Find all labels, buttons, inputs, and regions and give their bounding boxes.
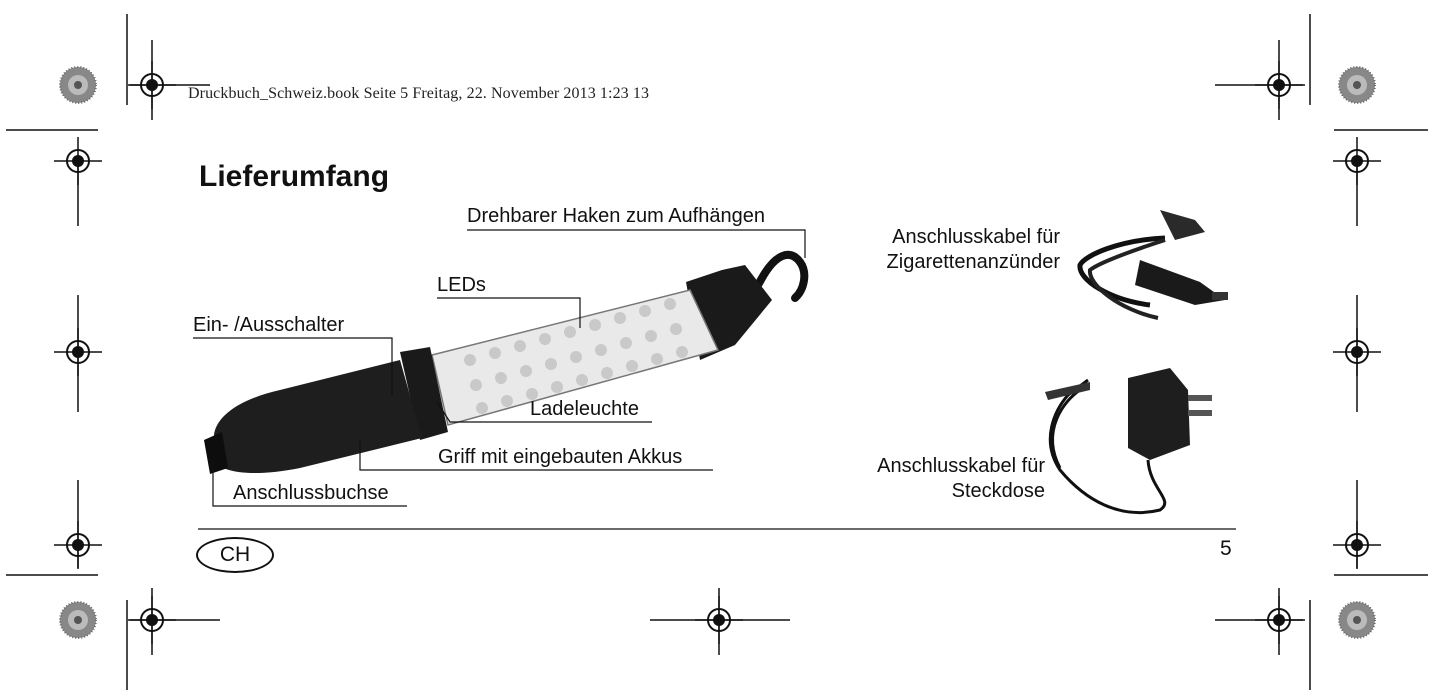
registration-mark-icon xyxy=(1333,328,1381,376)
registration-mark-icon xyxy=(54,521,102,569)
color-target-icon xyxy=(1339,602,1375,638)
label-car-cable-line2: Zigarettenanzünder xyxy=(886,251,1060,273)
wall-adapter-illustration xyxy=(1045,368,1212,513)
label-leds: LEDs xyxy=(437,274,486,296)
registration-mark-icon xyxy=(1333,137,1381,185)
print-header-info: Druckbuch_Schweiz.book Seite 5 Freitag, 22. November 2013 1:23 13 xyxy=(188,85,650,102)
country-badge: CH xyxy=(196,537,274,573)
car-charger-cable-illustration xyxy=(1080,210,1228,318)
label-socket: Anschlussbuchse xyxy=(233,482,389,504)
label-hook: Drehbarer Haken zum Aufhängen xyxy=(467,205,765,227)
label-car-cable-line1: Anschlusskabel für xyxy=(892,226,1060,248)
work-lamp-illustration xyxy=(204,255,804,474)
registration-mark-icon xyxy=(54,137,102,185)
registration-mark-icon xyxy=(1333,521,1381,569)
color-target-icon xyxy=(1339,67,1375,103)
label-lamp: Ladeleuchte xyxy=(530,398,639,420)
page-number: 5 xyxy=(1220,537,1232,560)
registration-mark-icon xyxy=(54,328,102,376)
page-title: Lieferumfang xyxy=(199,160,390,193)
color-target-icon xyxy=(60,602,96,638)
label-wall-cable-line1: Anschlusskabel für xyxy=(877,455,1045,477)
label-grip: Griff mit eingebauten Akkus xyxy=(438,446,683,468)
label-wall-cable-line2: Steckdose xyxy=(951,480,1045,502)
label-switch: Ein- /Ausschalter xyxy=(193,314,345,336)
color-target-icon xyxy=(60,67,96,103)
